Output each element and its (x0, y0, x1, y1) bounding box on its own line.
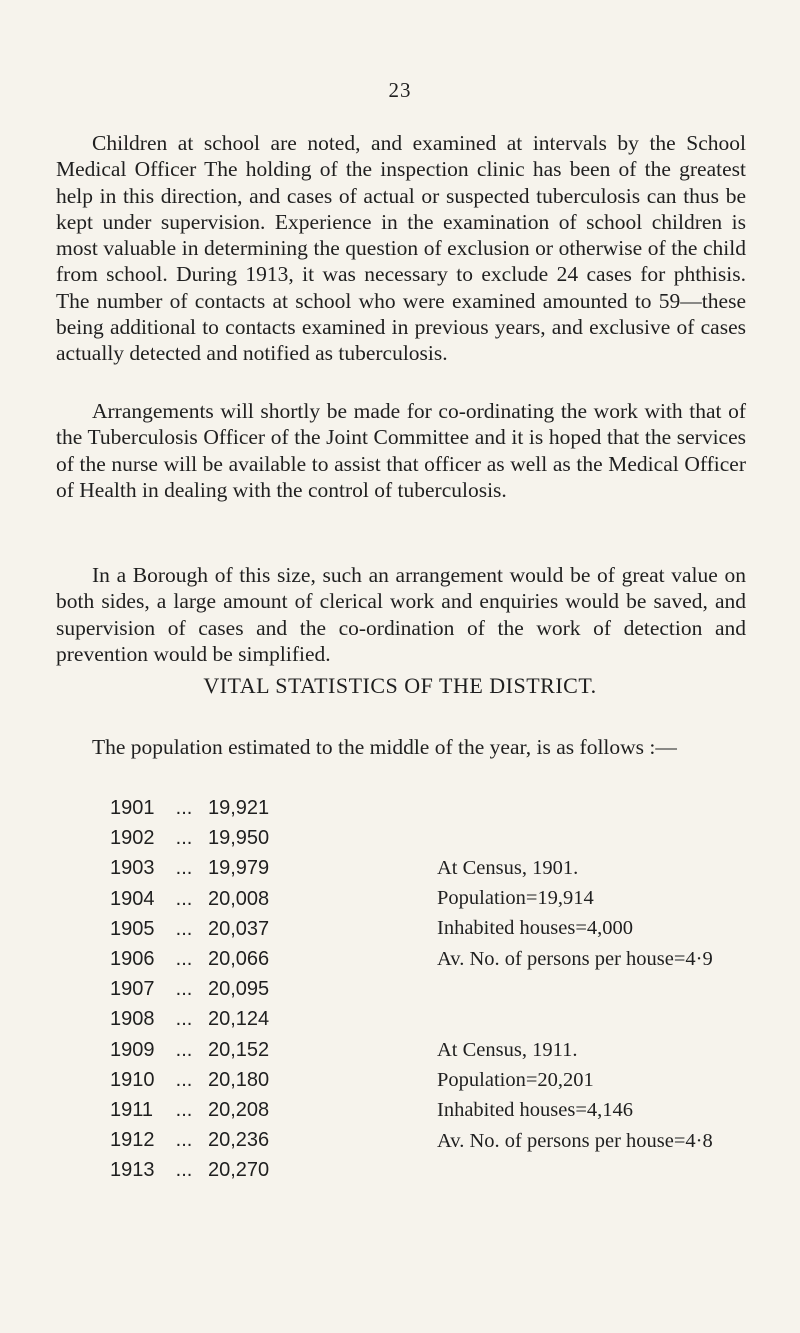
census-title: At Census, 1901. (437, 857, 579, 879)
table-row (110, 1095, 288, 1125)
year-cell: 1905 (110, 917, 155, 940)
leader-dots: ... (175, 857, 193, 880)
year-cell: 1902 (110, 827, 155, 850)
census-persons-per-house: Av. No. of persons per house=4·9 (437, 947, 713, 970)
leader-dots: ... (175, 887, 193, 910)
year-cell: 1910 (110, 1068, 155, 1091)
census-persons-per-house: Av. No. of persons per house=4·8 (437, 1129, 713, 1152)
table-row (110, 1035, 288, 1065)
year-cell: 1908 (110, 1008, 155, 1031)
population-cell: 20,270 (208, 1159, 270, 1182)
leader-dots: ... (175, 827, 193, 850)
population-cell: 20,236 (208, 1129, 270, 1152)
year-cell: 1901 (110, 797, 155, 819)
leader-dots: ... (175, 1129, 193, 1152)
table-row (110, 944, 288, 974)
table-row (110, 853, 288, 883)
census-title: At Census, 1911. (437, 1039, 578, 1061)
leader-dots: ... (175, 797, 193, 819)
census-houses: Inhabited houses=4,000 (437, 917, 634, 940)
census-population: Population=19,914 (437, 887, 594, 910)
table-row (110, 974, 288, 1004)
year-cell: 1903 (110, 857, 155, 880)
leader-dots: ... (175, 1008, 193, 1031)
table-row (110, 1065, 288, 1095)
population-cell: 20,095 (208, 978, 270, 1001)
population-table (110, 793, 288, 1185)
population-cell: 20,124 (208, 1008, 270, 1031)
table-row (110, 1155, 288, 1185)
population-cell: 20,152 (208, 1038, 270, 1061)
year-cell: 1913 (110, 1159, 155, 1182)
population-cell: 20,008 (208, 887, 270, 910)
leader-dots: ... (175, 1068, 193, 1091)
census-population: Population=20,201 (437, 1069, 594, 1092)
section-heading: VITAL STATISTICS OF THE DISTRICT. (203, 673, 597, 698)
paragraph-borough: In a Borough of this size, such an arrangement would be of great value on both sides, a large amount of clerical work and enquiries would be saved, and supervision of cases and the co-ordination of the work of detection and prevention would be simplified. (56, 563, 746, 666)
population-cell: 20,208 (208, 1098, 270, 1121)
year-cell: 1911 (110, 1098, 154, 1121)
table-row (110, 1004, 288, 1034)
paragraph-arrangements: Arrangements will shortly be made for co-ordinating the work with that of the Tuberculosis Officer of the Joint Committee and it is hoped that the services of the nurse will be available to assist that officer as well as the Medical Officer of Health in dealing with the control of tuberculosis. (56, 399, 746, 502)
population-cell: 19,921 (208, 797, 270, 819)
year-cell: 1904 (110, 887, 155, 910)
table-row (110, 884, 288, 914)
census-1901-block (437, 853, 713, 974)
leader-dots: ... (175, 1098, 193, 1121)
leader-dots: ... (175, 978, 193, 1001)
leader-dots: ... (175, 917, 193, 940)
population-cell: 19,950 (208, 827, 270, 850)
leader-dots: ... (175, 1159, 193, 1182)
population-cell: 20,037 (208, 917, 270, 940)
year-cell: 1912 (110, 1129, 155, 1152)
table-row (110, 1125, 288, 1155)
year-cell: 1909 (110, 1038, 155, 1061)
population-cell: 20,066 (208, 947, 270, 970)
year-cell: 1906 (110, 947, 155, 970)
population-cell: 20,180 (208, 1068, 270, 1091)
census-houses: Inhabited houses=4,146 (437, 1099, 634, 1122)
leader-dots: ... (175, 1038, 193, 1061)
table-row (110, 793, 288, 823)
paragraph-school-children: Children at school are noted, and examined at intervals by the School Medical Officer The holding of the inspection clinic has been of the greatest help in this direction, and cases of actual or suspected tuberculosis can thus be kept under supervision. Experience in the examination of school children is most valuable in determining the question of exclusion or otherwise of the child from school. During 1913, it was necessary to exclude 24 cases for phthisis. The number of contacts at school who were examined amounted to 59—these being additional to contacts examined in previous years, and exclusive of cases actually detected and notified as tuberculosis. (56, 131, 746, 366)
year-cell: 1907 (110, 978, 155, 1001)
census-1911-block (437, 1035, 713, 1156)
population-intro: The population estimated to the middle of the year, is as follows :— (92, 735, 677, 759)
table-row (110, 823, 288, 853)
table-row (110, 914, 288, 944)
page-number: 23 (388, 78, 412, 102)
population-cell: 19,979 (208, 857, 270, 880)
leader-dots: ... (175, 947, 193, 970)
